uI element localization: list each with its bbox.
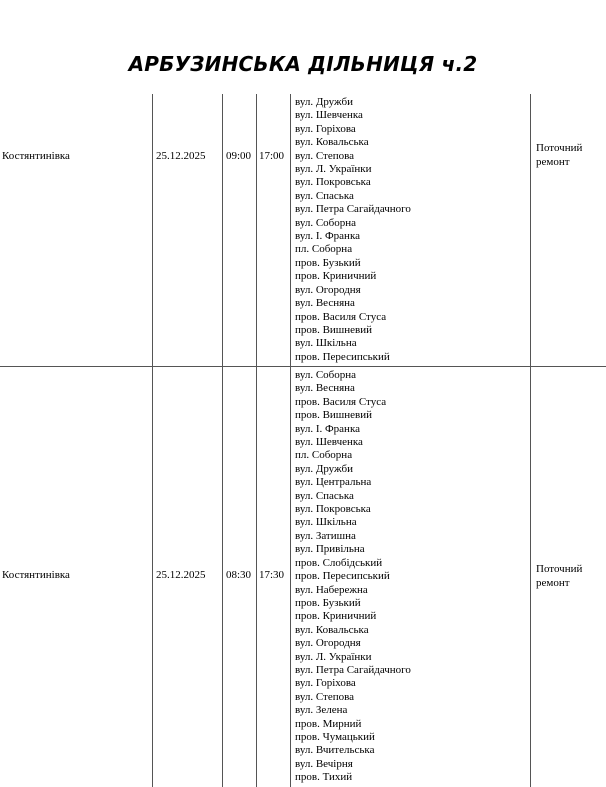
street-item: пров. Бузький bbox=[295, 256, 361, 269]
street-item: пл. Соборна bbox=[295, 243, 353, 256]
outage-table bbox=[0, 94, 606, 787]
street-item: вул. Степова bbox=[295, 690, 355, 703]
work-type-line: Поточний bbox=[536, 563, 583, 575]
street-item: вул. Затишна bbox=[295, 529, 356, 542]
end-time-cell: 17:00 bbox=[259, 150, 285, 162]
column-divider bbox=[530, 94, 531, 366]
street-item: пл. Соборна bbox=[295, 449, 353, 462]
page-title: АРБУЗИНСЬКА ДІЛЬНИЦЯ ч.2 bbox=[128, 52, 478, 76]
streets-cell bbox=[295, 369, 411, 785]
street-item: вул. Зелена bbox=[295, 704, 348, 717]
column-divider bbox=[290, 94, 291, 366]
street-item: вул. Шевченка bbox=[295, 436, 363, 449]
street-item: пров. Вишневий bbox=[295, 323, 373, 336]
street-item: вул. Ковальська bbox=[295, 136, 369, 149]
street-item: вул. Вчительська bbox=[295, 744, 375, 757]
street-item: вул. Горіхова bbox=[295, 122, 356, 135]
street-item: пров. Мирний bbox=[295, 717, 362, 730]
street-item: вул. Спаська bbox=[295, 489, 354, 502]
start-time-cell: 08:30 bbox=[226, 569, 252, 581]
work-type-cell bbox=[536, 142, 582, 169]
street-item: вул. Л. Українки bbox=[295, 650, 372, 663]
street-item: вул. Весняна bbox=[295, 297, 355, 310]
street-item: пров. Слобідський bbox=[295, 556, 383, 569]
street-item: пров. Василя Стуса bbox=[295, 310, 387, 323]
street-item: пров. Бузький bbox=[295, 596, 361, 609]
street-item: вул. Покровська bbox=[295, 176, 371, 189]
work-type-line: ремонт bbox=[536, 155, 570, 168]
street-item: вул. Шевченка bbox=[295, 109, 363, 122]
work-type-line: Поточний bbox=[536, 142, 583, 154]
street-item: пров. Тихий bbox=[295, 771, 353, 784]
street-item: вул. Горіхова bbox=[295, 677, 356, 690]
settlement-cell: Костянтинівка bbox=[2, 569, 70, 581]
street-item: вул. Огородня bbox=[295, 637, 361, 650]
column-divider bbox=[256, 367, 257, 787]
street-item: пров. Василя Стуса bbox=[295, 395, 387, 408]
column-divider bbox=[290, 367, 291, 787]
street-item: пров. Пересипський bbox=[295, 350, 390, 363]
street-item: вул. Покровська bbox=[295, 503, 371, 516]
street-item: пров. Криничний bbox=[295, 610, 377, 623]
street-item: вул. І. Франка bbox=[295, 230, 361, 243]
street-item: пров. Вишневий bbox=[295, 409, 373, 422]
street-item: вул. Петра Сагайдачного bbox=[295, 203, 411, 216]
column-divider bbox=[152, 367, 153, 787]
street-item: вул. Огородня bbox=[295, 283, 361, 296]
table-row bbox=[0, 366, 606, 787]
column-divider bbox=[256, 94, 257, 366]
street-item: пров. Чумацький bbox=[295, 730, 375, 743]
street-item: вул. Шкільна bbox=[295, 516, 357, 529]
column-divider bbox=[222, 367, 223, 787]
street-item: вул. Привільна bbox=[295, 543, 365, 556]
settlement-cell: Костянтинівка bbox=[2, 150, 70, 162]
street-item: вул. Соборна bbox=[295, 369, 357, 381]
street-item: вул. Петра Сагайдачного bbox=[295, 663, 411, 676]
street-item: вул. Дружби bbox=[295, 462, 353, 475]
date-cell: 25.12.2025 bbox=[156, 150, 206, 162]
street-item: пров. Криничний bbox=[295, 270, 377, 283]
column-divider bbox=[152, 94, 153, 366]
street-item: вул. Весняна bbox=[295, 382, 355, 395]
table-row bbox=[0, 94, 606, 366]
start-time-cell: 09:00 bbox=[226, 150, 252, 162]
column-divider bbox=[530, 367, 531, 787]
column-divider bbox=[222, 94, 223, 366]
street-item: вул. Ковальська bbox=[295, 623, 369, 636]
street-item: вул. Шкільна bbox=[295, 337, 357, 350]
street-item: вул. Центральна bbox=[295, 476, 372, 489]
date-cell: 25.12.2025 bbox=[156, 569, 206, 581]
end-time-cell: 17:30 bbox=[259, 569, 285, 581]
street-item: вул. Соборна bbox=[295, 216, 357, 229]
street-item: вул. Набережна bbox=[295, 583, 368, 596]
street-item: вул. Спаська bbox=[295, 189, 354, 202]
street-item: вул. І. Франка bbox=[295, 422, 361, 435]
work-type-line: ремонт bbox=[536, 576, 570, 589]
street-item: вул. Дружби bbox=[295, 96, 353, 108]
streets-cell bbox=[295, 96, 411, 364]
street-item: пров. Пересипський bbox=[295, 570, 390, 583]
work-type-cell bbox=[536, 563, 582, 590]
street-item: вул. Вечірня bbox=[295, 757, 353, 770]
street-item: вул. Л. Українки bbox=[295, 163, 372, 176]
street-item: вул. Степова bbox=[295, 149, 355, 162]
